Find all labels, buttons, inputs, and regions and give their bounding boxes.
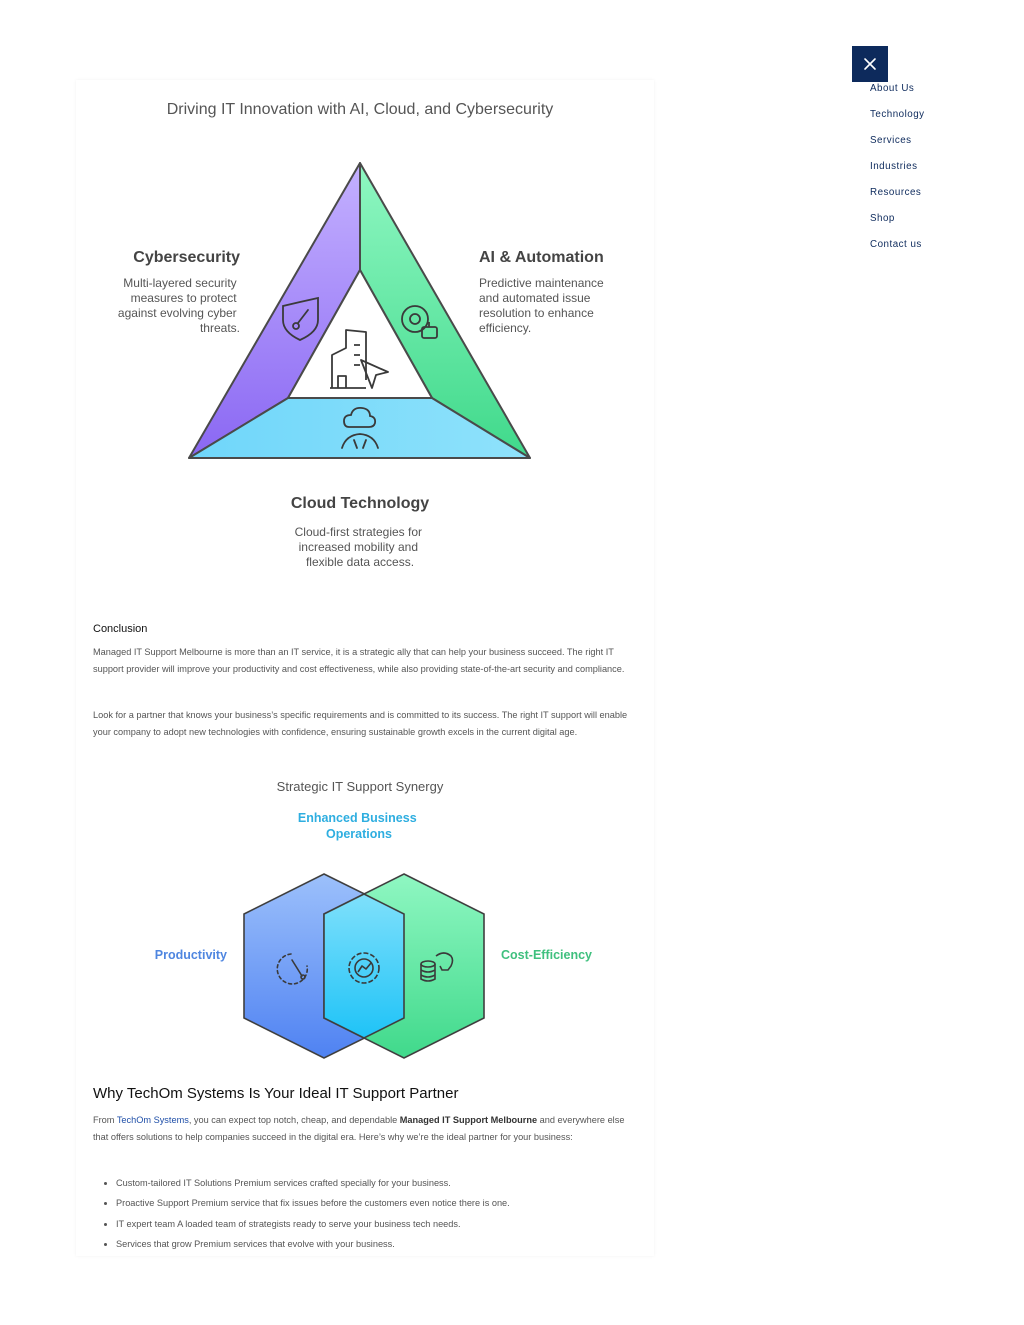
why-techom-heading: Why TechOm Systems Is Your Ideal IT Support Partner xyxy=(93,1085,459,1102)
cybersecurity-line: threats. xyxy=(199,321,240,335)
list-item: • Services that grow Premium services that evolve with your business. xyxy=(116,1235,656,1255)
nav-item-resources xyxy=(870,186,925,212)
conclusion-paragraph-2: Look for a partner that knows your business’s specific requirements and is committed to its success. The right IT support will enable your company to adopt new technologies with confidence, ensuring sustainable growth excels in the current digital age. xyxy=(93,710,628,737)
ai-automation-description xyxy=(479,276,607,335)
cybersecurity-line: against evolving cyber xyxy=(117,306,237,320)
cost-efficiency-label: Cost-Efficiency xyxy=(501,948,592,962)
intro-bold-text: Managed IT Support Melbourne xyxy=(399,1115,538,1125)
innovation-triangle-svg xyxy=(76,80,654,600)
cloud-technology-description xyxy=(295,525,426,569)
ai-automation-heading: AI & Automation xyxy=(479,249,604,266)
nav-link-industries[interactable]: Industries xyxy=(870,161,918,172)
innovation-triangle-figure xyxy=(76,80,654,600)
feature-list xyxy=(93,1174,656,1255)
intro-text: and everywhere else that offers solutions to help companies succeed in the digital era. Here’s why we’re the ideal partner for your business: xyxy=(93,1115,625,1142)
techom-systems-link[interactable]: TechOm Systems xyxy=(116,1115,189,1125)
close-x-icon xyxy=(863,57,877,71)
nav-item-services xyxy=(870,134,925,160)
synergy-hexagon-figure xyxy=(76,770,654,1070)
ai-automation-line: and automated issue xyxy=(479,291,591,305)
nav-link-technology[interactable]: Technology xyxy=(870,109,925,120)
cybersecurity-line: measures to protect xyxy=(130,291,237,305)
nav-link-about-us[interactable]: About Us xyxy=(870,83,915,94)
enhanced-operations-line: Operations xyxy=(326,827,392,841)
ai-automation-line: efficiency. xyxy=(479,321,532,335)
conclusion-paragraph-1: Managed IT Support Melbourne is more than an IT service, it is a strategic ally that can help your business succeed. The right IT support provider will improve your productivity and cost effectiveness, while also providing state-of-the-art security and compliance. xyxy=(93,647,625,674)
nav-item-technology xyxy=(870,108,925,134)
nav-item-shop xyxy=(870,212,925,238)
list-item: • IT expert team A loaded team of strategists ready to serve your business tech needs. xyxy=(116,1215,656,1235)
why-techom-intro xyxy=(93,1112,633,1146)
intro-text: From xyxy=(93,1115,117,1125)
nav-link-resources[interactable]: Resources xyxy=(870,187,922,198)
enhanced-operations-label xyxy=(298,811,420,841)
ai-automation-line: resolution to enhance xyxy=(479,306,594,320)
ai-automation-line: Predictive maintenance xyxy=(479,276,604,290)
productivity-label: Productivity xyxy=(154,948,227,962)
synergy-hexagon-svg xyxy=(76,770,654,1070)
cybersecurity-heading: Cybersecurity xyxy=(133,249,240,266)
nav-link-services[interactable]: Services xyxy=(870,135,912,146)
figure2-title: Strategic IT Support Synergy xyxy=(276,779,444,794)
enhanced-operations-line: Enhanced Business xyxy=(297,811,417,825)
cybersecurity-line: Multi-layered security xyxy=(123,276,237,290)
nav-link-contact-us[interactable]: Contact us xyxy=(870,239,922,250)
close-menu-button[interactable] xyxy=(852,46,888,82)
list-item: • Custom-tailored IT Solutions Premium services crafted specially for your business. xyxy=(116,1174,656,1194)
list-item: • Proactive Support Premium service that fix issues before the customers even notice there is one. xyxy=(116,1194,656,1214)
nav-link-shop[interactable]: Shop xyxy=(870,213,895,224)
nav-item-industries xyxy=(870,160,925,186)
intro-text: , you can expect top notch, cheap, and dependable xyxy=(188,1115,400,1125)
figure1-title: Driving IT Innovation with AI, Cloud, and Cybersecurity xyxy=(166,101,554,118)
cloud-technology-line: flexible data access. xyxy=(305,555,415,569)
nav-item-about-us xyxy=(870,82,925,108)
cloud-technology-heading: Cloud Technology xyxy=(290,495,430,512)
nav-item-contact-us xyxy=(870,238,925,264)
cloud-technology-line: increased mobility and xyxy=(298,540,419,554)
overlap-region xyxy=(324,894,404,1038)
cloud-technology-line: Cloud-first strategies for xyxy=(294,525,423,539)
cybersecurity-description xyxy=(118,276,240,335)
conclusion-heading: Conclusion xyxy=(93,623,148,635)
side-nav-menu xyxy=(870,82,925,264)
